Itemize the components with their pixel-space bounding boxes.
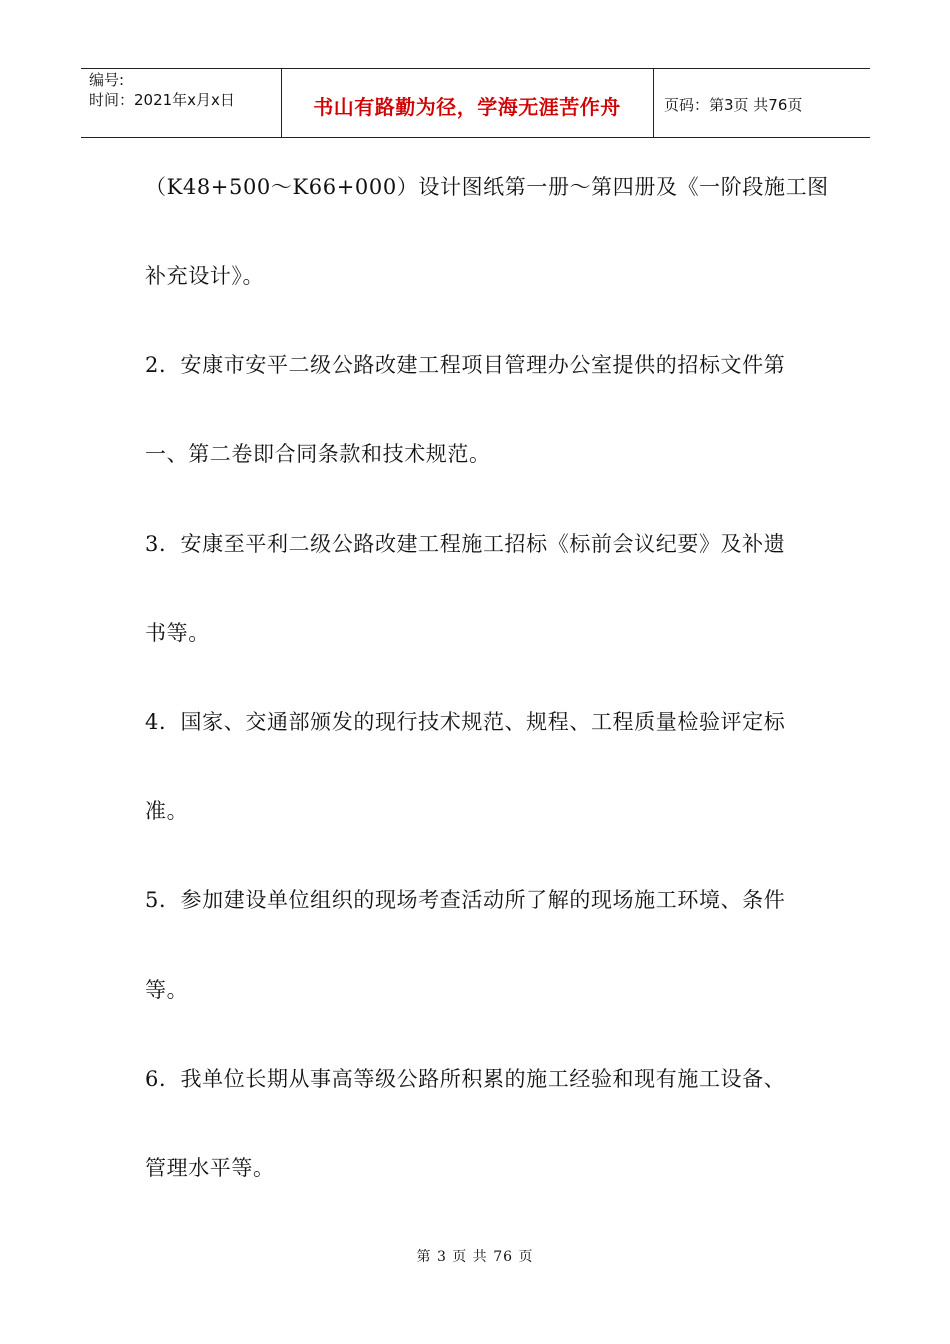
body-line: 等。 [145,978,189,1002]
body-line: 5．参加建设单位组织的现场考查活动所了解的现场施工环境、条件 [145,888,786,912]
body-line: 6．我单位长期从事高等级公路所积累的施工经验和现有施工设备、 [145,1067,786,1091]
header-motto: 书山有路勤为径，学海无涯苦作舟 [313,95,621,119]
body-line: 书等。 [145,621,210,645]
document-number-label: 编号: [89,71,125,89]
document-date: 时间：2021年x月x日 [89,91,235,109]
body-line: （K48+500～K66+000）设计图纸第一册～第四册及《一阶段施工图 [145,175,829,199]
body-line: 准。 [145,799,189,823]
header-left-cell [81,69,282,137]
header-middle-cell [281,69,654,137]
header-page-info: 页码：第3页 共76页 [664,96,803,114]
page-footer: 第 3 页 共 76 页 [416,1249,534,1265]
body-line: 补充设计》。 [145,264,265,288]
document-header [81,68,870,138]
body-line: 3．安康至平利二级公路改建工程施工招标《标前会议纪要》及补遗 [145,532,786,556]
header-right-cell [654,69,870,137]
body-line: 管理水平等。 [145,1156,275,1180]
body-line: 2．安康市安平二级公路改建工程项目管理办公室提供的招标文件第 [145,353,786,377]
body-line: 4．国家、交通部颁发的现行技术规范、规程、工程质量检验评定标 [145,710,786,734]
body-line: 一、第二卷即合同条款和技术规范。 [145,442,491,466]
